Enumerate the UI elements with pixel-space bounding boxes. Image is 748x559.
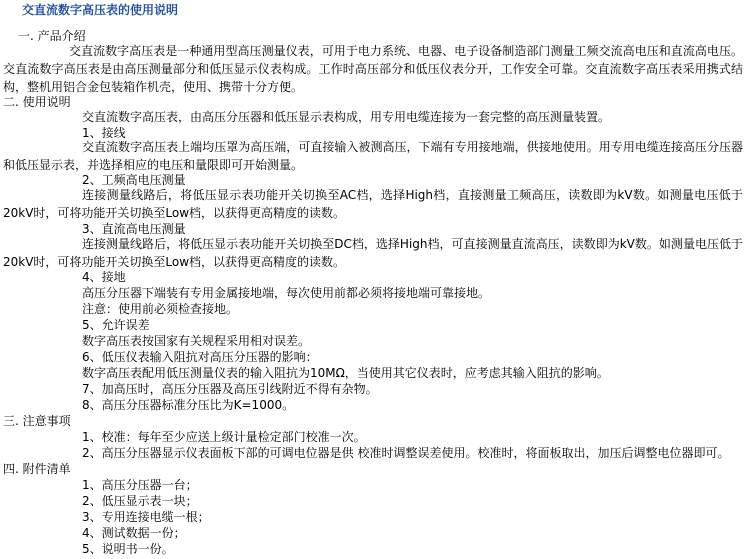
subheading-dc-measurement: 3、直流高电压测量 bbox=[82, 222, 186, 236]
accessory-item: 2、低压显示表一块； bbox=[82, 494, 198, 508]
accessory-item: 3、专用连接电缆一根； bbox=[82, 510, 210, 524]
subheading-wiring: 1、接线 bbox=[82, 126, 126, 140]
subheading-allowed-error: 5、允许误差 bbox=[82, 318, 150, 332]
ac-measurement-paragraph: 连接测量线路后，将低压显示表功能开关切换至AC档，选择High档，直接测量工频高压，读数即为kV数。如测量电压低于20kV时，可将功能开关切换至Low档，以获得更高精度的读数。 bbox=[3, 188, 743, 220]
accessory-item: 1、高压分压器一台； bbox=[82, 478, 198, 492]
accessory-item: 5、说明书一份。 bbox=[82, 542, 174, 556]
subheading-grounding: 4、接地 bbox=[82, 270, 126, 284]
section-heading-precautions: 三. 注意事项 bbox=[3, 414, 71, 428]
subheading-ac-measurement: 2、工频高电压测量 bbox=[82, 173, 186, 187]
allowed-error-line: 数字高压表按国家有关规程采用相对误差。 bbox=[82, 334, 311, 348]
subheading-input-impedance: 6、低压仪表输入阻抗对高压分压器的影响： bbox=[82, 350, 318, 364]
input-impedance-line: 数字高压表配用低压测量仪表的输入阻抗为10MΩ，当使用其它仪表时，应考虑其输入阻抗的影响。 bbox=[82, 366, 609, 380]
accessory-item: 4、测试数据一份； bbox=[82, 526, 186, 540]
dc-measurement-paragraph: 连接测量线路后，将低压显示表功能开关切换至DC档，选择High档，可直接测量直流高压，读数即为kV数。如测量电压低于20kV时，可将功能开关切换至Low档，以获得更高精度的读数。 bbox=[3, 237, 743, 269]
document-title: 交直流数字高压表的使用说明 bbox=[22, 3, 179, 17]
precaution-calibration: 1、校准：每年至少应送上级计量检定部门校准一次。 bbox=[82, 430, 366, 444]
grounding-line-1: 高压分压器下端装有专用金属接地端，每次使用前都必须将接地端可靠接地。 bbox=[82, 286, 491, 300]
section-heading-product-intro: 一. 产品介绍 bbox=[18, 29, 86, 43]
wiring-paragraph: 交直流数字高压表上端均压罩为高压端，可直接输入被测高压，下端有专用接地端，供接地使用。用专用电缆连接高压分压器和低压显示表，并选择相应的电压和量限即可开始测量。 bbox=[3, 140, 743, 172]
grounding-note: 注意：使用前必须检查接地。 bbox=[82, 302, 239, 316]
usage-intro: 交直流数字高压表，由高压分压器和低压显示表构成，用专用电缆连接为一套完整的高压测量装置。 bbox=[82, 110, 611, 124]
high-voltage-clearance-note: 7、加高压时，高压分压器及高压引线附近不得有杂物。 bbox=[82, 382, 378, 396]
precaution-potentiometer: 2、高压分压器显示仪表面板下部的可调电位器是供 校准时调整误差使用。校准时，将面板取出，加压后调整电位器即可。 bbox=[82, 446, 730, 460]
section-heading-accessories: 四. 附件清单 bbox=[3, 462, 71, 476]
product-intro-paragraph: 交直流数字高压表是一种通用型高压测量仪表，可用于电力系统、电器、电子设备制造部门测量工频交流高电压和直流高电压。交直流数字高压表是由高压测量部分和低压显示仪表构成。工作时高压部分和低压仪表分开，工作安全可靠。交直流数字高压表采用携式结构，整机用铝合金包装箱作机壳，使用、携带十分方便。 bbox=[3, 44, 743, 94]
divider-ratio-note: 8、高压分压器标准分压比为K=1000。 bbox=[82, 398, 295, 412]
section-heading-usage: 二. 使用说明 bbox=[3, 95, 71, 109]
